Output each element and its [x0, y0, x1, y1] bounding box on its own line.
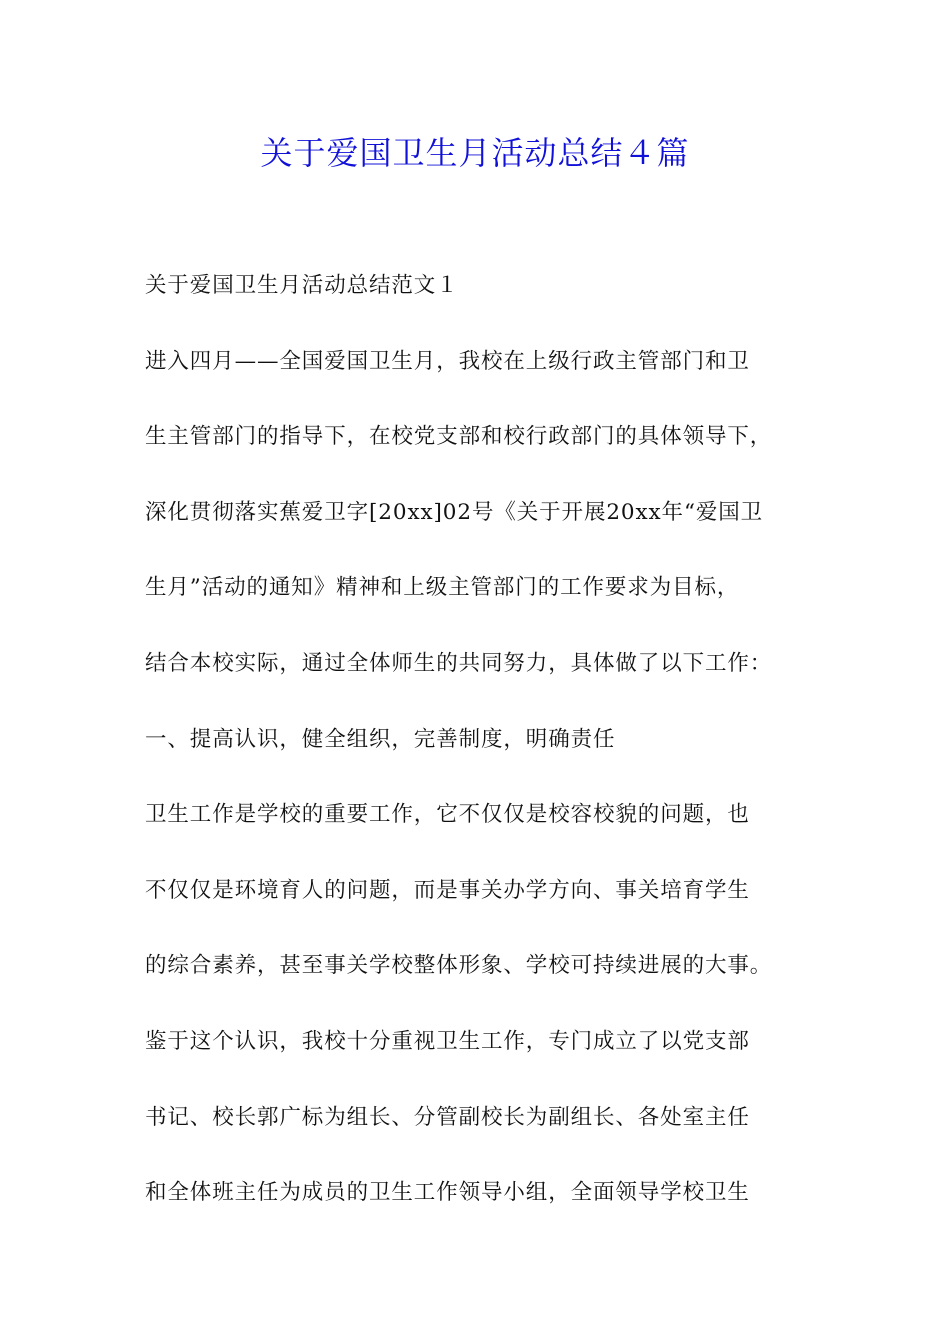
document-title: 关于爱国卫生月活动总结４篇: [260, 134, 690, 172]
document-body: [145, 264, 825, 1247]
paragraph-line: 进入四月——全国爱国卫生月，我校在上级行政主管部门和卫: [145, 348, 750, 374]
section-heading: 关于爱国卫生月活动总结范文１: [145, 273, 459, 298]
paragraph-line: 卫生工作是学校的重要工作，它不仅仅是校容校貌的问题，也: [145, 802, 750, 828]
paragraph-line: 生主管部门的指导下，在校党支部和校行政部门的具体领导下，: [145, 424, 773, 450]
paragraph-line: 深化贯彻落实蕉爱卫字[20xx]02号《关于开展20xx年“爱国卫: [145, 499, 764, 525]
paragraph-line: 不仅仅是环境育人的问题，而是事关办学方向、事关培育学生: [145, 877, 750, 903]
paragraph-line: 结合本校实际，通过全体师生的共同努力，具体做了以下工作：: [145, 650, 773, 676]
subsection-heading: 一、提高认识，健全组织，完善制度，明确责任: [145, 726, 616, 752]
paragraph-line: 鉴于这个认识，我校十分重视卫生工作，专门成立了以党支部: [145, 1028, 750, 1054]
paragraph-line: 书记、校长郭广标为组长、分管副校长为副组长、各处室主任: [145, 1104, 750, 1130]
paragraph-line: 和全体班主任为成员的卫生工作领导小组，全面领导学校卫生: [145, 1180, 750, 1206]
paragraph-line: 的综合素养，甚至事关学校整体形象、学校可持续进展的大事。: [145, 953, 773, 979]
paragraph-line: 生月”活动的通知》精神和上级主管部门的工作要求为目标，: [145, 575, 740, 601]
